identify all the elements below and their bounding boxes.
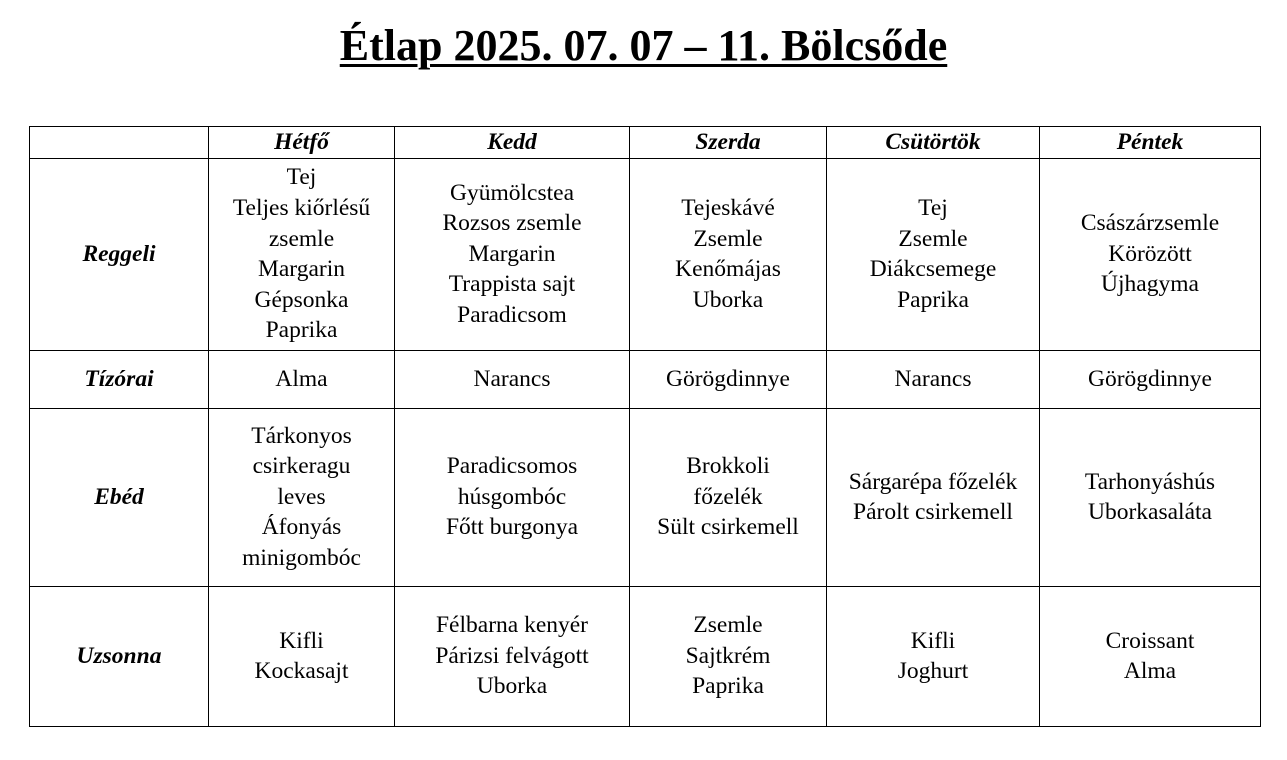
menu-item: Paradicsomos [446, 453, 578, 480]
menu-item: zsemle [268, 225, 335, 252]
menu-item: leves [277, 483, 326, 510]
menu-item: Gyümölcstea [450, 179, 574, 206]
table-row-ebed [30, 408, 1261, 586]
menu-item: Párizsi felvágott [435, 642, 589, 669]
menu-item: Főtt burgonya [445, 514, 579, 541]
header-row [30, 127, 1261, 159]
menu-cell [630, 350, 827, 408]
menu-item: Gépsonka [254, 286, 349, 313]
menu-cell [1040, 586, 1261, 726]
menu-cell [1040, 158, 1261, 350]
menu-item: Sárgarépa főzelék [848, 468, 1018, 495]
menu-cell [630, 408, 827, 586]
menu-item: Diákcsemege [869, 256, 997, 283]
corner-cell [30, 127, 209, 159]
meal-label-tizorai: Tízórai [30, 350, 209, 408]
menu-item: Trappista sajt [448, 271, 576, 298]
menu-cell [209, 350, 395, 408]
menu-item: Brokkoli [686, 453, 770, 480]
menu-item: Újhagyma [1101, 271, 1199, 298]
menu-item: Tarhonyáshús [1084, 468, 1216, 495]
menu-item: főzelék [693, 483, 763, 510]
menu-item: Paprika [265, 317, 338, 344]
menu-table [29, 126, 1261, 727]
menu-item: Körözött [1108, 240, 1192, 267]
menu-item: Narancs [473, 365, 551, 392]
menu-item: Croissant [1105, 627, 1195, 654]
menu-item: Tej [918, 194, 948, 221]
menu-item: minigombóc [242, 544, 361, 571]
menu-item: Sült csirkemell [657, 514, 799, 541]
menu-item: Kockasajt [254, 658, 349, 685]
menu-item: Uborka [476, 673, 548, 700]
menu-cell [1040, 350, 1261, 408]
menu-item: Joghurt [897, 658, 969, 685]
menu-item: Görögdinnye [665, 365, 790, 392]
table-row-uzsonna [30, 586, 1261, 726]
menu-cell [630, 586, 827, 726]
menu-item: Tejeskávé [681, 194, 775, 221]
menu-item: Narancs [894, 365, 972, 392]
menu-item: Tej [286, 164, 317, 191]
menu-item: Áfonyás [261, 514, 342, 541]
menu-item: Kenőmájas [675, 256, 781, 283]
table-row-reggeli [30, 158, 1261, 350]
menu-cell [209, 586, 395, 726]
menu-item: Sajtkrém [685, 642, 771, 669]
day-header-thursday: Csütörtök [827, 127, 1040, 159]
menu-item: Margarin [257, 256, 345, 283]
menu-item: Rozsos zsemle [442, 210, 582, 237]
menu-cell [827, 158, 1040, 350]
table-row-tizorai [30, 350, 1261, 408]
menu-cell [395, 586, 630, 726]
menu-item: Margarin [468, 240, 556, 267]
menu-item: Zsemle [693, 225, 763, 252]
menu-cell [209, 158, 395, 350]
day-header-friday: Péntek [1040, 127, 1261, 159]
menu-cell [395, 158, 630, 350]
menu-item: Császárzsemle [1080, 210, 1220, 237]
menu-cell [1040, 408, 1261, 586]
menu-item: Zsemle [693, 612, 763, 639]
menu-item: Görögdinnye [1087, 365, 1212, 392]
menu-cell [630, 158, 827, 350]
menu-item: Kifli [910, 627, 956, 654]
menu-item: Teljes kiőrlésű [232, 194, 371, 221]
meal-label-ebed: Ebéd [30, 408, 209, 586]
menu-cell [827, 586, 1040, 726]
menu-item: Kifli [279, 627, 324, 654]
page-title: Étlap 2025. 07. 07 – 11. Bölcsőde [339, 21, 948, 70]
menu-item: Uborka [692, 286, 764, 313]
menu-item: Alma [1123, 658, 1177, 685]
menu-item: Tárkonyos [251, 422, 352, 449]
menu-item: Párolt csirkemell [853, 499, 1013, 526]
meal-label-uzsonna: Uzsonna [30, 586, 209, 726]
menu-cell [395, 408, 630, 586]
day-header-wednesday: Szerda [630, 127, 827, 159]
menu-item: Paprika [692, 673, 764, 700]
menu-item: Paprika [897, 286, 969, 313]
menu-cell [209, 408, 395, 586]
menu-item: csirkeragu [252, 453, 351, 480]
menu-cell [827, 408, 1040, 586]
menu-item: Zsemle [898, 225, 968, 252]
menu-item: húsgombóc [457, 483, 567, 510]
menu-item: Alma [275, 365, 328, 392]
menu-item: Félbarna kenyér [435, 612, 589, 639]
day-header-monday: Hétfő [209, 127, 395, 159]
menu-item: Uborkasaláta [1088, 499, 1212, 526]
day-header-tuesday: Kedd [395, 127, 630, 159]
menu-cell [395, 350, 630, 408]
menu-item: Paradicsom [457, 301, 567, 328]
meal-label-reggeli: Reggeli [30, 158, 209, 350]
menu-cell [827, 350, 1040, 408]
